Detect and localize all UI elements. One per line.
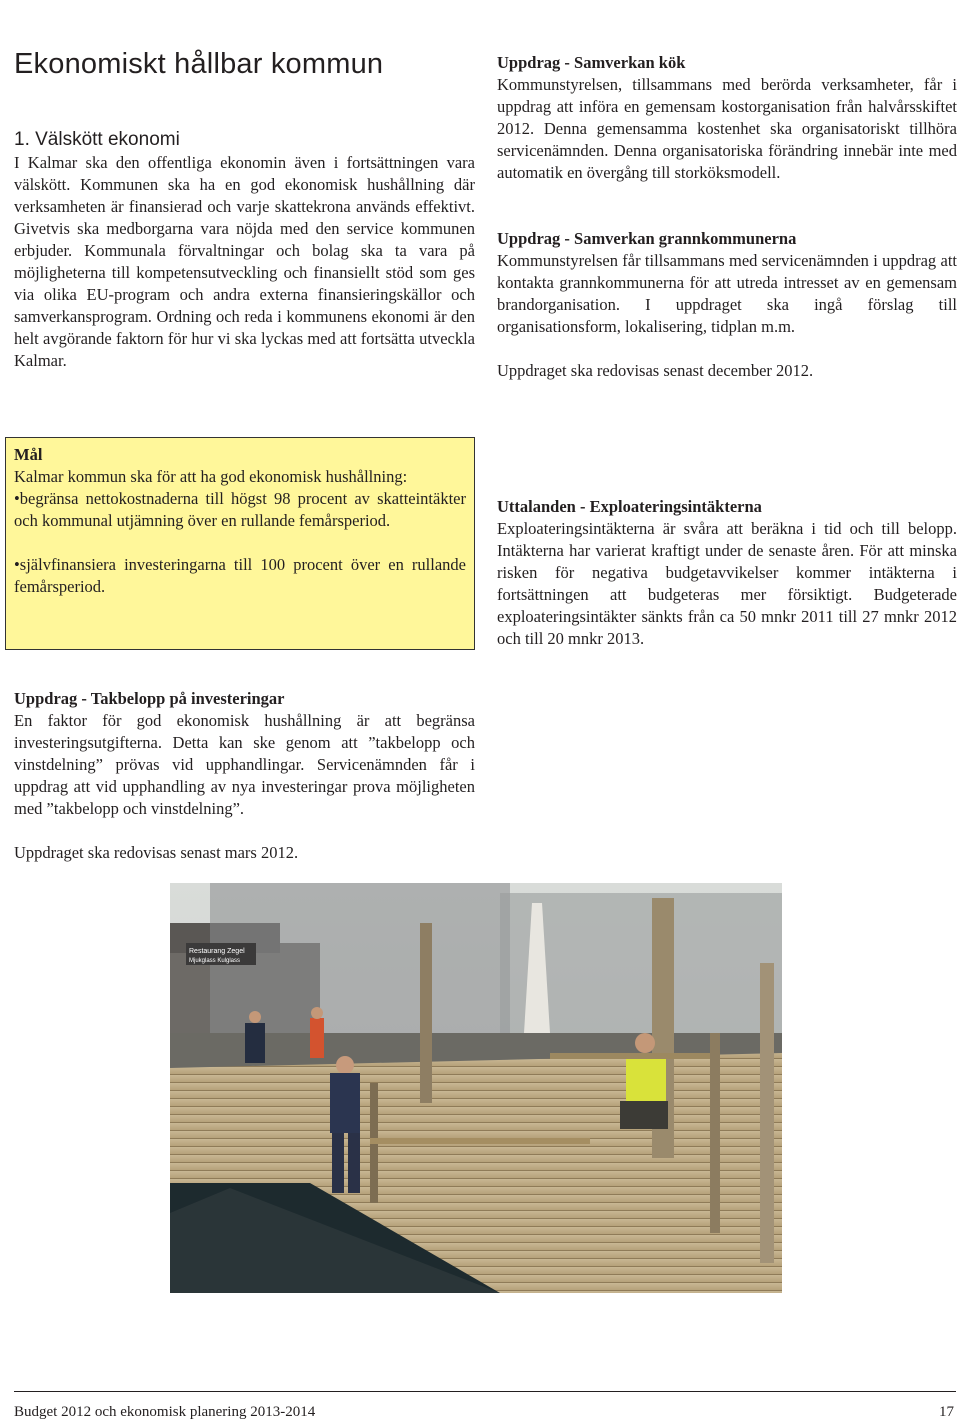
section-samverkan-grann [497,228,957,382]
section-exploatering [497,496,957,650]
footer-title: Budget 2012 och ekonomisk planering 2013-2014 [14,1404,316,1420]
construction-photo [170,883,782,1293]
goal-heading: Mål [14,445,43,464]
exploatering-heading: Uttalanden - Exploateringsintäkterna [497,497,762,516]
section-heading: 1. Välskött ekonomi [14,129,180,150]
takbelopp-deadline: Uppdraget ska redovisas senast mars 2012. [14,843,299,862]
harbour-deck-illustration [170,883,782,1293]
grann-deadline: Uppdraget ska redovisas senast december 2012. [497,361,814,380]
page-number: 17 [939,1404,954,1420]
right-column [497,52,957,382]
sign-text-2: Mjukglass Kulglass [189,958,241,964]
takbelopp-paragraph: En faktor för god ekonomisk hushållning är att begränsa investeringsutgifterna. Detta kan ske genom att ”takbelopp och vinstdelning” prövas vid upphandlingar. Servicenämnden får i uppdrag att vid upphandling av nya investeringar prova möjligheten med ”takbelopp och vinstdelning”. [14,711,475,818]
footer-rule [14,1391,956,1392]
page-title: Ekonomiskt hållbar kommun [14,48,384,80]
goal-intro: Kalmar kommun ska för att ha god ekonomisk hushållning: [14,467,408,486]
section-samverkan-kok [497,52,957,184]
section-paragraph: I Kalmar ska den offentliga ekonomin även i fortsättningen vara välskött. Kommunen ska ha en god ekonomisk hushållning där verksamheten är finansierad och varje skattekrona används effektivt. Givetvis ska medborgarna vara nöjda med den service kommunen erbjuder. Kommunala förvaltningar och bolag ska ta vara på möjligheterna till kompetensutveckling och finansiellt stöd som ges via olika EU-program och andra externa finansieringskällor och samverkansprogram. Ordning och reda i kommunens ekonomi är den helt avgörande faktorn för hur vi ska lyckas med att fortsätta utveckla Kalmar. [14,153,475,370]
goal-bullet-2: •självfinansiera investeringarna till 100 procent över en rullande femårsperiod. [14,555,466,596]
kok-paragraph: Kommunstyrelsen, tillsammans med berörda verksamheter, får i uppdrag att införa en gemensam kostorganisation från halvårsskiftet 2012. Denna gemensamma kostenhet ska organisatoriskt tillhöra servicenämnden. Denna organisatoriska förändring innebär inte med automatik en övergång till storköksmodell. [497,75,957,182]
grann-paragraph: Kommunstyrelsen får tillsammans med servicenämnden i uppdrag att kontakta grannkommunerna för att utreda intresset av en gemensam brandorganisation. I uppdraget ska ingå förslag till organisationsform, lokalisering, tidplan m.m. [497,251,957,336]
goal-bullet-1: •begränsa nettokostnaderna till högst 98 procent av skatteintäkter och kommunal utjämning över en rullande femårsperiod. [14,489,466,530]
exploatering-paragraph: Exploateringsintäkterna är svåra att beräkna i tid och till belopp. Intäkterna har varierat kraftigt under de senaste åren. För att minska risken för negativa budgetavvikelser kommer intäkterna i fortsättningen att budgeteras mer försiktigt. Budgeterade exploateringsintäkter sänkts från ca 50 mnkr 2011 till 27 mnkr 2012 och till 20 mnkr 2013. [497,519,957,648]
kok-heading: Uppdrag - Samverkan kök [497,53,686,72]
goal-box [5,437,475,650]
section-takbelopp [14,688,475,864]
takbelopp-heading: Uppdrag - Takbelopp på investeringar [14,689,285,708]
sign-text-1: Restaurang Zegel [189,948,245,955]
grann-heading: Uppdrag - Samverkan grannkommunerna [497,229,797,248]
section-valskott-ekonomi [14,128,475,372]
